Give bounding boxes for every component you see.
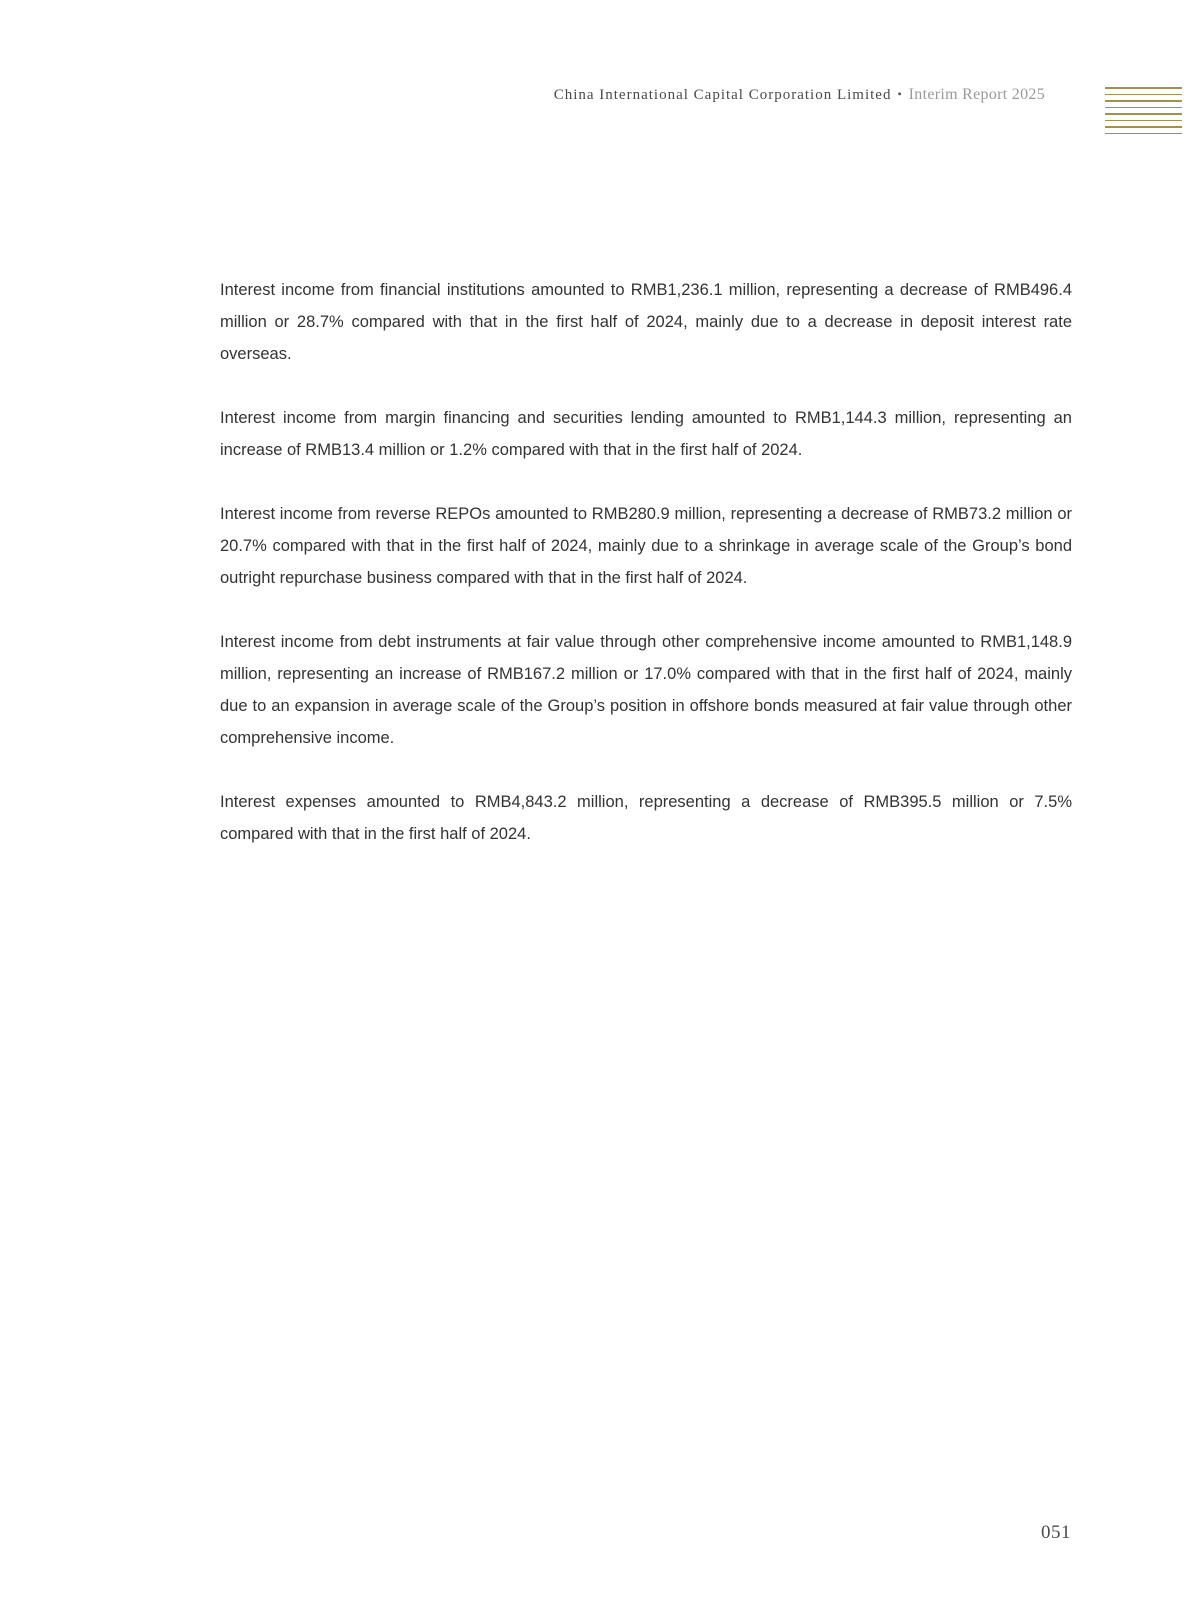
paragraph-margin-financing: Interest income from margin financing and securities lending amounted to RMB1,144.3 million, representing an increase of RMB13.4 million or 1.2% compared with that in the first half of 2024. <box>220 409 1072 459</box>
header-report-title: Interim Report 2025 <box>908 86 1045 103</box>
header-company-name: China International Capital Corporation Limited <box>553 87 892 103</box>
paragraph-interest-expenses: Interest expenses amounted to RMB4,843.2 million, representing a decrease of RMB395.5 million or 7.5% compared with that in the first half of 2024. <box>220 793 1072 843</box>
header-separator: • <box>897 87 903 101</box>
body-text <box>220 274 1072 882</box>
paragraph-debt-instruments: Interest income from debt instruments at fair value through other comprehensive income amounted to RMB1,148.9 million, representing an increase of RMB167.2 million or 17.0% compared with that in the first half of 2024, mainly due to an expansion in average scale of the Group’s position in offshore bonds measured at fair value through other comprehensive income. <box>220 633 1072 747</box>
decorative-stripes <box>1105 87 1182 134</box>
paragraph-reverse-repos: Interest income from reverse REPOs amounted to RMB280.9 million, representing a decrease of RMB73.2 million or 20.7% compared with that in the first half of 2024, mainly due to a shrinkage in average scale of the Group’s bond outright repurchase business compared with that in the first half of 2024. <box>220 505 1072 587</box>
paragraph-financial-institutions: Interest income from financial institutions amounted to RMB1,236.1 million, representing a decrease of RMB496.4 million or 28.7% compared with that in the first half of 2024, mainly due to a decrease in deposit interest rate overseas. <box>220 281 1072 363</box>
running-header <box>554 86 1045 104</box>
page-number: 051 <box>1041 1522 1071 1543</box>
